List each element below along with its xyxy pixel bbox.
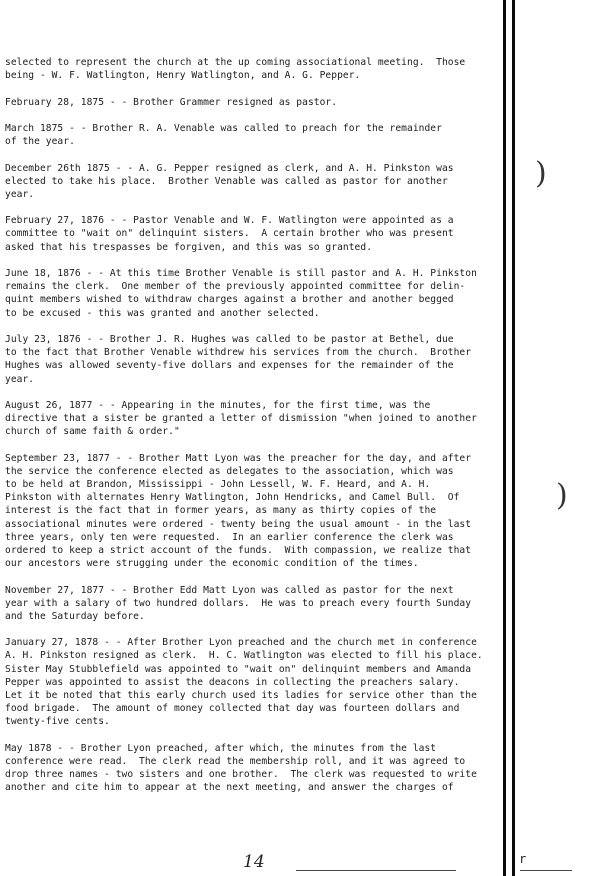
text-line: February 27, 1876 - - Pastor Venable and W. F. Watlington were appointed as a xyxy=(5,215,454,227)
text-line: to be held at Brandon, Mississippi - John Lessell, W. F. Heard, and A. H. xyxy=(5,479,431,490)
body-text xyxy=(5,56,550,808)
text-line: church of same faith & order." xyxy=(5,426,180,438)
footer-rule xyxy=(520,870,572,871)
text-line: associational minutes were ordered - twenty being the usual amount - in the last xyxy=(5,518,472,530)
text-line: to the fact that Brother Venable withdrew his services from the church. Brother xyxy=(5,347,472,359)
text-line: year. xyxy=(5,373,35,385)
text-line: elected to take his place. Brother Venable was called as pastor for another xyxy=(5,175,448,187)
text-line: committee to "wait on" delinquint sisters. A certain brother who was present xyxy=(5,228,454,240)
text-line: September 23, 1877 - - Brother Matt Lyon was the preacher for the day, and after xyxy=(5,452,472,464)
text-line: Let it be noted that this early church used its ladies for service other than the xyxy=(5,690,477,701)
text-line: drop three names - two sisters and one brother. The clerk was requested to write xyxy=(5,769,477,781)
paragraph xyxy=(5,96,550,109)
paragraph xyxy=(5,162,550,202)
text-line: ordered to keep a strict account of the funds. With compassion, we realize that xyxy=(5,544,472,556)
text-line: February 28, 1875 - - Brother Grammer resigned as pastor. xyxy=(5,96,338,108)
text-line: year. xyxy=(5,188,35,200)
scan-binding-bar-left xyxy=(503,0,506,876)
text-line: June 18, 1876 - - At this time Brother Venable is still pastor and A. H. Pinkston xyxy=(5,268,477,279)
text-line: March 1875 - - Brother R. A. Venable was called to preach for the remainder xyxy=(5,122,442,134)
text-line: our ancestors were strugging under the economic condition of the times. xyxy=(5,558,419,570)
text-line: Pepper was appointed to assist the deacons in collecting the preachers salary. xyxy=(5,676,460,688)
text-line: November 27, 1877 - - Brother Edd Matt Lyon was called as pastor for the next xyxy=(5,584,454,596)
paragraph xyxy=(5,56,550,82)
text-line: being - W. F. Watlington, Henry Watlington, and A. G. Pepper. xyxy=(5,70,361,82)
paragraph xyxy=(5,399,550,439)
text-line: May 1878 - - Brother Lyon preached, after which, the minutes from the last xyxy=(5,742,437,754)
text-line: of the year. xyxy=(5,136,75,148)
text-line: Pinkston with alternates Henry Watlington, John Hendricks, and Camel Bull. Of xyxy=(5,492,460,504)
margin-bracket-mark: ) xyxy=(535,156,547,191)
text-line: Sister May Stubblefield was appointed to "wait on" delinquint members and Amanda xyxy=(5,663,472,675)
scan-binding-bar-right xyxy=(512,0,515,876)
paragraph xyxy=(5,742,550,795)
paragraph xyxy=(5,122,550,148)
paragraph xyxy=(5,333,550,386)
text-line: December 26th 1875 - - A. G. Pepper resigned as clerk, and A. H. Pinkston was xyxy=(5,162,454,174)
text-line: asked that his trespasses be forgiven, and this was so granted. xyxy=(5,241,373,253)
paragraph xyxy=(5,636,550,728)
text-line: quint members wished to withdraw charges against a brother and another begged xyxy=(5,294,454,306)
text-line: Hughes was allowed seventy-five dollars and expenses for the remainder of the xyxy=(5,360,454,372)
text-line: interest is the fact that in former years, as many as thirty copies of the xyxy=(5,505,437,517)
text-line: July 23, 1876 - - Brother J. R. Hughes was called to be pastor at Bethel, due xyxy=(5,333,454,345)
text-line: A. H. Pinkston resigned as clerk. H. C. Watlington was elected to fill his place. xyxy=(5,650,483,662)
text-line: three years, only ten were requested. In an earlier conference the clerk was xyxy=(5,531,454,543)
text-line: January 27, 1878 - - After Brother Lyon preached and the church met in conference xyxy=(5,637,477,649)
text-line: remains the clerk. One member of the previously appointed committee for delin- xyxy=(5,281,466,293)
footer-rule xyxy=(296,870,456,871)
text-line: directive that a sister be granted a letter of dismission "when joined to another xyxy=(5,413,477,425)
text-line: year with a salary of two hundred dollars. He was to preach every fourth Sunday xyxy=(5,597,472,609)
text-line: August 26, 1877 - - Appearing in the minutes, for the first time, was the xyxy=(5,399,431,411)
paragraph xyxy=(5,267,550,320)
paragraph xyxy=(5,584,550,624)
corner-mark: r xyxy=(519,852,527,866)
page-number: 14 xyxy=(243,852,265,872)
text-line: and the Saturday before. xyxy=(5,610,145,622)
text-line: conference were read. The clerk read the membership roll, and it was agreed to xyxy=(5,755,466,767)
text-line: to be excused - this was granted and another selected. xyxy=(5,307,320,319)
text-line: the service the conference elected as delegates to the association, which was xyxy=(5,465,454,477)
text-line: twenty-five cents. xyxy=(5,716,110,728)
paragraph xyxy=(5,214,550,254)
text-line: food brigade. The amount of money collected that day was fourteen dollars and xyxy=(5,703,460,715)
margin-bracket-mark: ) xyxy=(556,478,568,513)
text-line: another and cite him to appear at the next meeting, and answer the charges of xyxy=(5,782,454,794)
paragraph xyxy=(5,452,550,571)
text-line: selected to represent the church at the up coming associational meeting. Those xyxy=(5,57,466,68)
